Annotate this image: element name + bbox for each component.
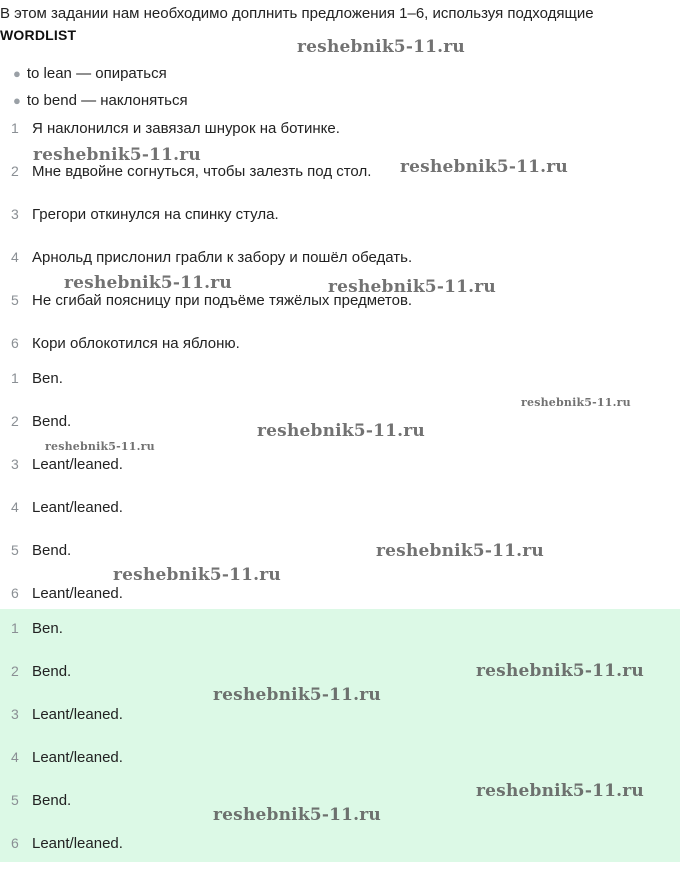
item-number: 1 bbox=[11, 620, 19, 636]
item-number: 4 bbox=[11, 749, 19, 765]
item-number: 4 bbox=[11, 249, 19, 265]
answer-text: Bend. bbox=[32, 413, 72, 430]
answer-text: Ben. bbox=[32, 370, 63, 387]
item-number: 1 bbox=[11, 120, 19, 136]
sentence-text: Не сгибай поясницу при подъёме тяжёлых предметов. bbox=[32, 292, 413, 309]
item-number: 1 bbox=[11, 370, 19, 386]
watermark: reshebnik5-11.ru bbox=[64, 273, 232, 293]
sentence-text: Арнольд прислонил грабли к забору и пошёл обедать. bbox=[32, 249, 413, 266]
answer-text: Leant/leaned. bbox=[32, 585, 123, 602]
sentence-text: Мне вдвойне согнуться, чтобы залезть под стол. bbox=[32, 163, 372, 180]
answer-text: Leant/leaned. bbox=[32, 499, 123, 516]
answer-text: Leant/leaned. bbox=[32, 456, 123, 473]
wordlist-item bbox=[13, 92, 188, 109]
item-number: 3 bbox=[11, 456, 19, 472]
sentence-text: Кори облокотился на яблоню. bbox=[32, 335, 240, 352]
answer-text: Leant/leaned. bbox=[32, 706, 123, 723]
watermark: reshebnik5-11.ru bbox=[297, 37, 465, 57]
bullet-icon: ● bbox=[13, 66, 21, 81]
watermark: reshebnik5-11.ru bbox=[521, 396, 631, 409]
watermark: reshebnik5-11.ru bbox=[213, 805, 381, 825]
watermark: reshebnik5-11.ru bbox=[45, 440, 155, 453]
answer-text: Ben. bbox=[32, 620, 63, 637]
wordlist-heading: WORDLIST bbox=[0, 27, 77, 43]
watermark: reshebnik5-11.ru bbox=[400, 157, 568, 177]
item-number: 6 bbox=[11, 335, 19, 351]
item-number: 4 bbox=[11, 499, 19, 515]
answer-text: Leant/leaned. bbox=[32, 749, 123, 766]
item-number: 6 bbox=[11, 585, 19, 601]
watermark: reshebnik5-11.ru bbox=[257, 421, 425, 441]
wordlist-item bbox=[13, 65, 167, 82]
item-number: 5 bbox=[11, 792, 19, 808]
watermark: reshebnik5-11.ru bbox=[213, 685, 381, 705]
item-number: 5 bbox=[11, 542, 19, 558]
watermark: reshebnik5-11.ru bbox=[113, 565, 281, 585]
wordlist-item-text: to bend — наклоняться bbox=[26, 92, 188, 109]
intro-text: В этом задании нам необходимо доплнить предложения 1–6, используя подходящие bbox=[0, 5, 594, 22]
item-number: 2 bbox=[11, 663, 19, 679]
item-number: 2 bbox=[11, 163, 19, 179]
item-number: 3 bbox=[11, 206, 19, 222]
answer-text: Bend. bbox=[32, 792, 72, 809]
answer-text: Bend. bbox=[32, 663, 72, 680]
watermark: reshebnik5-11.ru bbox=[476, 661, 644, 681]
wordlist-item-text: to lean — опираться bbox=[26, 65, 167, 82]
item-number: 6 bbox=[11, 835, 19, 851]
watermark: reshebnik5-11.ru bbox=[328, 277, 496, 297]
sentence-text: Я наклонился и завязал шнурок на ботинке. bbox=[32, 120, 340, 137]
item-number: 5 bbox=[11, 292, 19, 308]
answer-text: Bend. bbox=[32, 542, 72, 559]
highlighted-answers-box bbox=[0, 609, 680, 862]
bullet-icon: ● bbox=[13, 93, 21, 108]
item-number: 2 bbox=[11, 413, 19, 429]
item-number: 3 bbox=[11, 706, 19, 722]
watermark: reshebnik5-11.ru bbox=[476, 781, 644, 801]
watermark: reshebnik5-11.ru bbox=[376, 541, 544, 561]
sentence-text: Грегори откинулся на спинку стула. bbox=[32, 206, 279, 223]
answer-text: Leant/leaned. bbox=[32, 835, 123, 852]
watermark: reshebnik5-11.ru bbox=[33, 145, 201, 165]
